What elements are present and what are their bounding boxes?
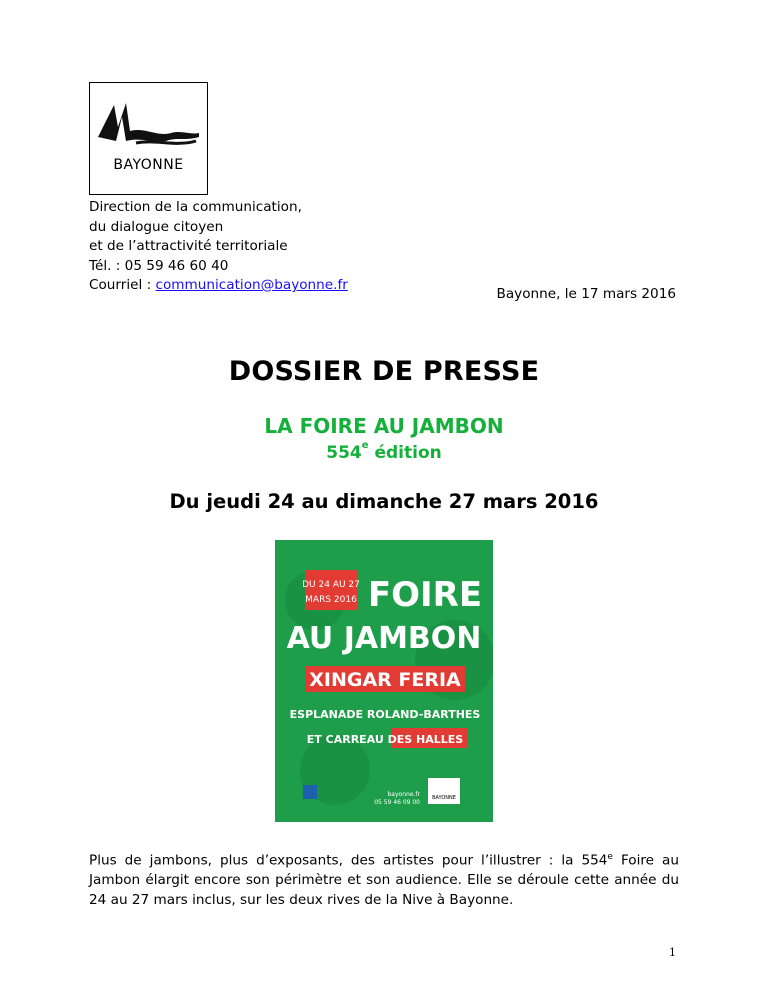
date-line: Bayonne, le 17 mars 2016: [496, 286, 676, 302]
poster-phone: 05 59 46 09 00: [374, 799, 420, 806]
bayonne-logo: [89, 82, 208, 195]
edition-sup: e: [361, 440, 369, 452]
poster-line1: FOIRE: [367, 575, 483, 615]
sender-address: [89, 198, 348, 296]
email-link[interactable]: communication@bayonne.fr: [155, 277, 348, 293]
address-line: Direction de la communication,: [89, 199, 302, 215]
phone-line: Tél. : 05 59 46 60 40: [89, 257, 229, 274]
email-line: [89, 276, 348, 296]
email-label: Courriel :: [89, 277, 156, 293]
logo-text: BAYONNE: [113, 157, 184, 173]
bayonne-emblem-icon: [96, 97, 201, 152]
poster-site: bayonne.fr: [387, 791, 420, 798]
page-number: 1: [669, 946, 676, 959]
intro-part2: Foire au Jambon élargit encore son périmètre et son audience. Elle se déroule cette année du 24 au 27 mars inclus, sur les deux rives de la Nive à Bayonne.: [89, 852, 679, 908]
intro-sup: e: [607, 852, 613, 862]
edition-line: [0, 440, 768, 463]
radio-logo-icon: [303, 785, 317, 799]
poster-line4: ESPLANADE ROLAND-BARTHES: [289, 708, 481, 721]
event-dates: Du jeudi 24 au dimanche 27 mars 2016: [169, 490, 599, 513]
intro-part1: Plus de jambons, plus d’exposants, des artistes pour l’illustrer : la 554: [89, 852, 608, 869]
page-title: DOSSIER DE PRESSE: [228, 356, 540, 387]
event-poster: [275, 540, 493, 822]
poster-date-text: DU 24 AU 27: [302, 580, 360, 590]
poster-line3: XINGAR FERIA: [309, 669, 461, 691]
address-line: du dialogue citoyen: [89, 218, 224, 235]
edition-text: édition: [368, 443, 442, 463]
intro-paragraph: [89, 848, 679, 910]
event-title: LA FOIRE AU JAMBON: [264, 414, 504, 438]
svg-text:MARS 2016: MARS 2016: [305, 595, 357, 605]
edition-number: 554: [326, 443, 362, 463]
address-line: et de l’attractivité territoriale: [89, 238, 288, 254]
poster-line5: ET CARREAU DES HALLES: [306, 733, 464, 746]
poster-bottom-logo-text: BAYONNE: [432, 795, 456, 801]
poster-line2: AU JAMBON: [286, 621, 482, 656]
